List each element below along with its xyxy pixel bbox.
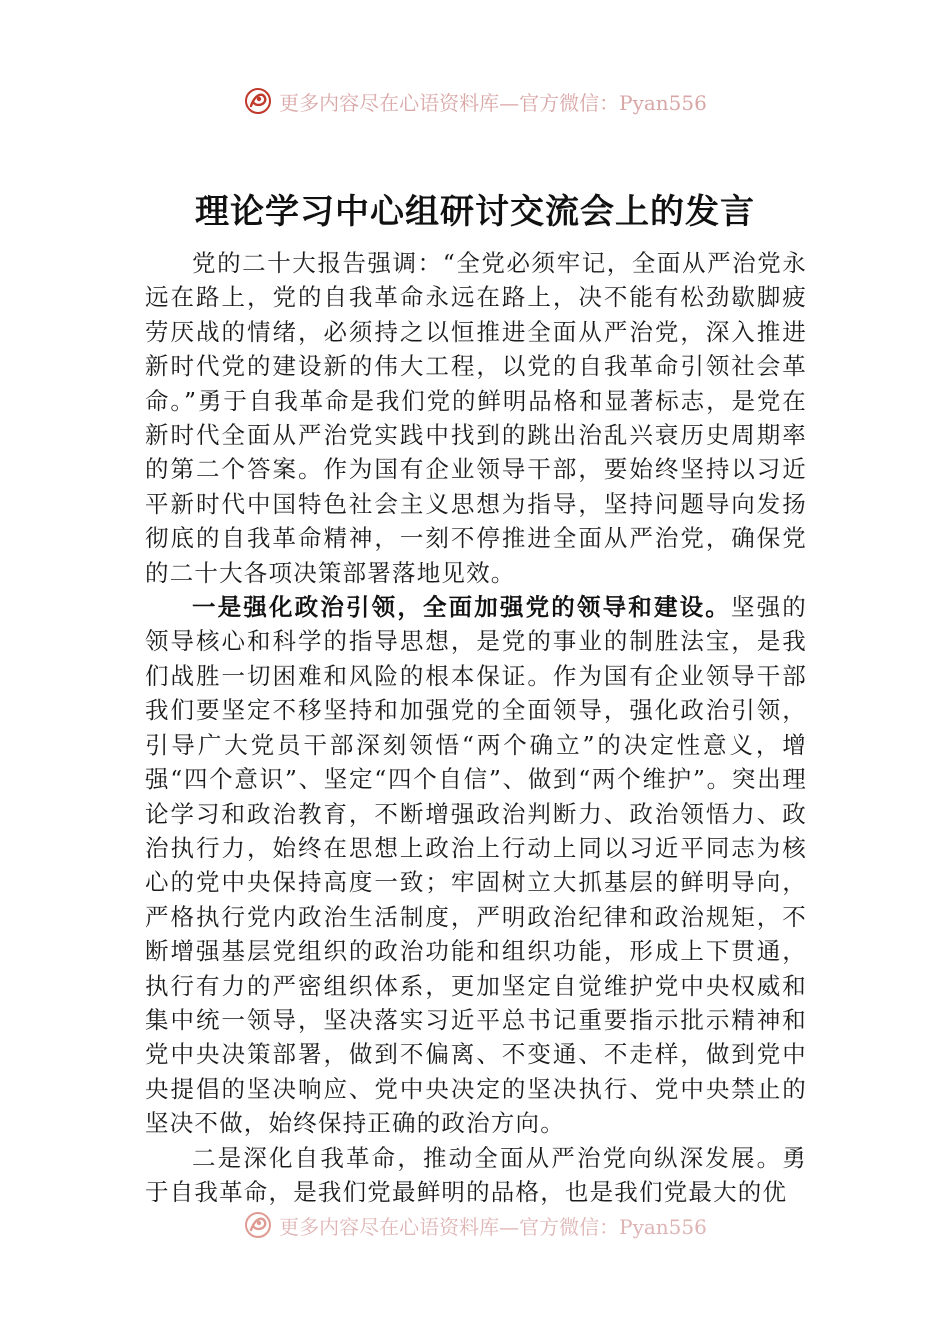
header-watermark <box>0 86 950 116</box>
footer-watermark <box>0 1210 950 1240</box>
header-watermark-text: 更多内容尽在心语资料库—官方微信：Pyan556 <box>279 90 707 115</box>
document-body <box>145 246 807 1209</box>
document-title: 理论学习中心组研讨交流会上的发言 <box>195 192 755 232</box>
paragraph <box>145 1141 807 1210</box>
footer-watermark-text: 更多内容尽在心语资料库—官方微信：Pyan556 <box>279 1214 707 1239</box>
red-swirl-logo-icon <box>243 1210 273 1240</box>
red-swirl-logo-icon <box>243 86 273 116</box>
paragraph-text: 坚强的领导核心和科学的指导思想，是党的事业的制胜法宝，是我们战胜一切困难和风险的根本保证。作为国有企业领导干部我们要坚定不移坚持和加强党的全面领导，强化政治引领，引导广大党员干部深刻领悟“两个确立”的决定性意义，增强“四个意识”、坚定“四个自信”、做到“两个维护”。突出理论学习和政治教育，不断增强政治判断力、政治领悟力、政治执行力，始终在思想上政治上行动上同以习近平同志为核心的党中央保持高度一致；牢固树立大抓基层的鲜明导向，严格执行党内政治生活制度，严明政治纪律和政治规矩，不断增强基层党组织的政治功能和组织功能，形成上下贯通，执行有力的严密组织体系，更加坚定自觉维护党中央权威和集中统一领导，坚决落实习近平总书记重要指示批示精神和党中央决策部署，做到不偏离、不变通、不走样，做到党中央提倡的坚决响应、党中央决定的坚决执行、党中央禁止的坚决不做，始终保持正确的政治方向。 <box>145 593 807 1138</box>
paragraph-text: 二是深化自我革命，推动全面从严治党向纵深发展。勇于自我革命，是我们党最鲜明的品格，也是我们党最大的优 <box>145 1143 807 1206</box>
paragraph <box>145 246 807 590</box>
paragraph-text: 党的二十大报告强调：“全党必须牢记，全面从严治党永远在路上，党的自我革命永远在路上，决不能有松劲歇脚疲劳厌战的情绪，必须持之以恒推进全面从严治党，深入推进新时代党的建设新的伟大工程，以党的自我革命引领社会革命。”勇于自我革命是我们党的鲜明品格和显著标志，是党在新时代全面从严治党实践中找到的跳出治乱兴衰历史周期率的第二个答案。作为国有企业领导干部，要始终坚持以习近平新时代中国特色社会主义思想为指导，坚持问题导向发扬彻底的自我革命精神，一刻不停推进全面从严治党，确保党的二十大各项决策部署落地见效。 <box>145 249 807 587</box>
paragraph <box>145 590 807 1141</box>
paragraph-lead: 一是强化政治引领，全面加强党的领导和建设。 <box>192 593 731 622</box>
